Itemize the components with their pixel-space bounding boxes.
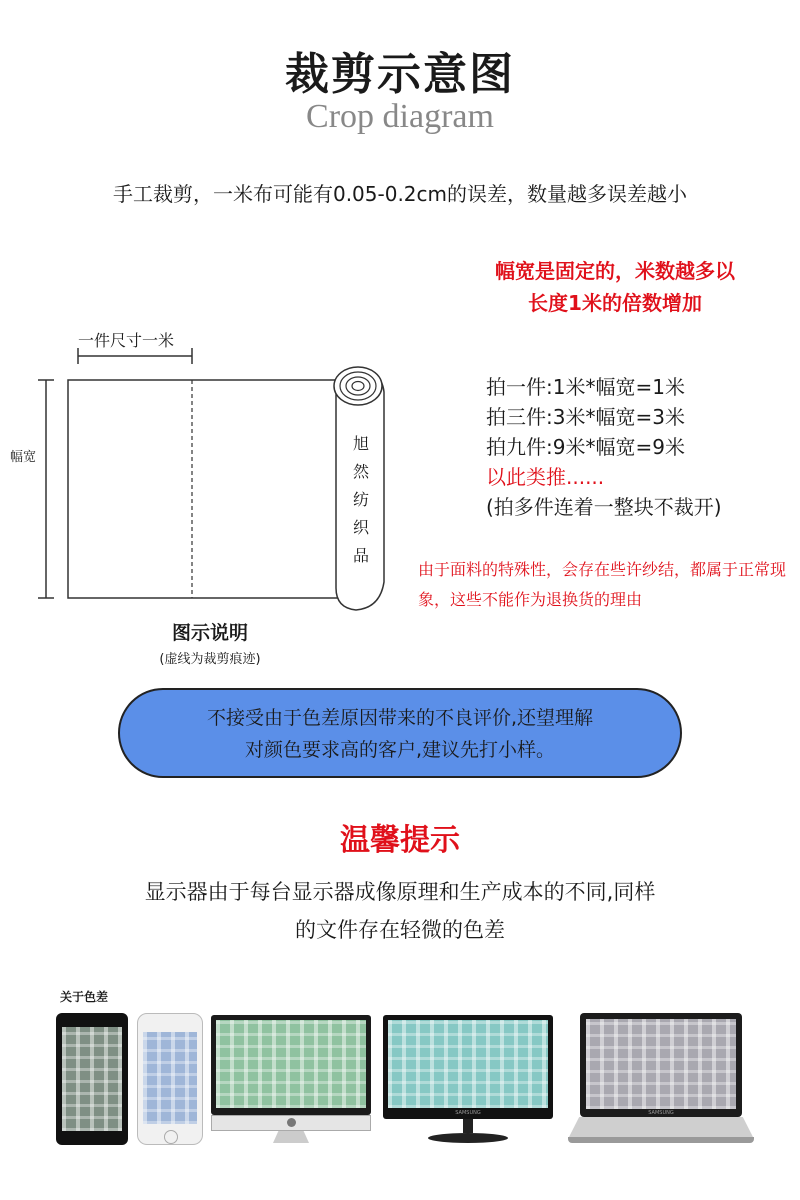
example-item: 拍三件:3米*幅宽=3米 [486,405,685,429]
page-subtitle: Crop diagram [306,98,494,135]
laptop-keyboard-base [568,1117,754,1139]
imac-screen [216,1020,366,1108]
brand-vertical-text: 旭 然 纺 织 品 [352,434,369,565]
width-label: 幅宽 [10,450,37,465]
example-item: 拍一件:1米*幅宽=1米 [486,375,685,399]
phone-white-screen [143,1032,197,1124]
imac-monitor-image [211,1015,371,1145]
samsung-screen [388,1020,548,1108]
tip-title: 温馨提示 [340,823,460,858]
example-etc: 以此类推...... [486,465,605,489]
color-difference-label: 关于色差 [60,990,109,1004]
intro-text: 手工裁剪，一米布可能有0.05-0.2cm的误差，数量越多误差越小 [112,182,688,206]
phone-white-image [137,1013,203,1145]
home-button-icon [164,1130,178,1144]
fabric-sheet [68,380,360,598]
diagram-caption: 图示说明 [171,622,248,644]
example-item: 拍九件:9米*幅宽=9米 [486,435,685,459]
continuous-note: (拍多件连着一整块不裁开) [486,495,722,519]
page-title: 裁剪示意图 [285,49,515,100]
apple-logo-icon [287,1118,296,1127]
phone-black-screen [62,1027,122,1131]
laptop-image: SAMSUNG [568,1013,754,1145]
example-list [486,372,722,522]
tip-text: 显示器由于每台显示器成像原理和生产成本的不同,同样 的文件存在轻微的色差 [144,880,656,942]
width-fixed-note: 幅宽是固定的，米数越多以 长度1米的倍数增加 [495,259,735,315]
samsung-brand-text: SAMSUNG [455,1110,481,1116]
screen-fill [62,1027,122,1131]
diagram-caption-note: (虚线为裁剪痕迹) [159,652,261,667]
laptop-screen [586,1019,736,1109]
yarn-note: 由于面料的特殊性，会存在些许纱结，都属于正常现象，这些不能作为退换货的理由 [418,560,787,609]
piece-size-label: 一件尺寸一米 [78,331,175,350]
samsung-monitor-image [383,1015,553,1145]
color-notice-badge: 不接受由于色差原因带来的不良评价,还望理解 对颜色要求高的客户,建议先打小样。 [118,688,682,778]
phone-black-image [56,1013,128,1145]
